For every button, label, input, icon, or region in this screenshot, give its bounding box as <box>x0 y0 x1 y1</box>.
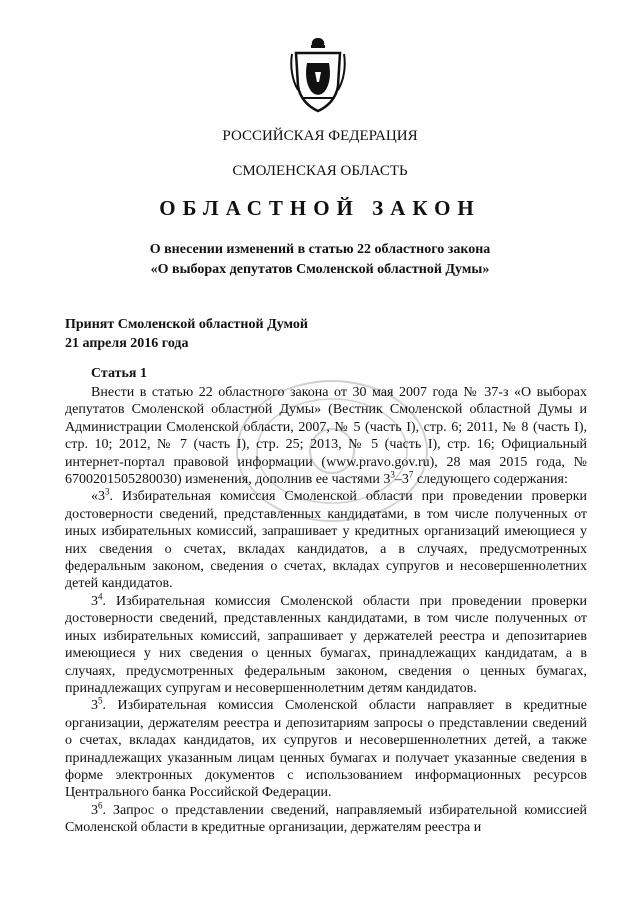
law-title-line-1: О внесении изменений в статью 22 областного закона <box>149 242 491 257</box>
coat-of-arms-icon <box>289 36 347 114</box>
part-3-6: $3^6$. Запрос о представлении сведений, направляемый избирательной комиссией Смоленской области в кредитные организации, держателям реестра и <box>65 800 587 836</box>
document-type: ОБЛАСТНОЙ ЗАКОН <box>159 196 481 220</box>
adoption-body: Принят Смоленской областной Думой <box>65 317 308 332</box>
article-body <box>65 384 587 837</box>
country-name: РОССИЙСКАЯ ФЕДЕРАЦИЯ <box>222 128 418 144</box>
part-3-5: $3^5$. Избирательная комиссия Смоленской области направляет в кредитные организации, держателям реестра и депозитариям запросы о представлении сведений о счетах, вкладах кандидатов, их супругов и несовершеннолетних детей, а также принадлежащих указанным лицам ценных бумагах и получает указанные сведения в форме электронных документов с использованием информационных ресурсов Центрального банка Российской Федерации. <box>65 695 587 801</box>
part-3-3: «$3^3$. Избирательная комиссия Смоленской области при проведении проверки достоверности сведений, представленных кандидатами, в том числе полученных от иных избирательных комиссий, запрашивает у кредитных организаций имеющиеся у них сведения о счетах, вкладах кандидатов, а в случаях, предусмотренных федеральным законом, сведения о счетах, вкладах супругов и несовершеннолетних детей кандидатов. <box>65 486 588 592</box>
intro-text-a: Внести в статью 22 областного закона от 30 мая 2007 года № 37-з «О выборах депутатов Смоленской областной Думы» (Вестник Смоленской областной Думы и Администрации Смоленской области, 2007, № 5 (часть I), стр. 6; 2011, № 8 (часть I), стр. 10; 2012, № 7 (часть I), стр. 25; 2013, № 5 (часть I), стр. 16; Официальный интернет-портал правовой информации (www.pravo.gov.ru), 28 мая 2015 года, № 6700201505280030) изменения, дополнив ее частями <box>65 385 587 488</box>
adoption-date: 21 апреля 2016 года <box>65 336 189 351</box>
article-heading: Статья 1 <box>91 366 147 381</box>
part-3-4: $3^4$. Избирательная комиссия Смоленской области при проведении проверки достоверности сведений, представленных кандидатами, в том числе полученных от иных избирательных комиссий, запрашивает у держателей реестра и депозитариев имеющиеся у них сведения о ценных бумагах, принадлежащих кандидатам, а в случаях, предусмотренных федеральным законом, сведения о ценных бумагах, принадлежащих супругам и несовершеннолетним детям кандидатов. <box>65 591 588 696</box>
article-intro: Внести в статью 22 областного закона от 30 мая 2007 года № 37-з «О выборах депутатов Смоленской областной Думы» (Вестник Смоленской областной Думы и Администрации Смоленской области, 2007, № 5 (часть I), стр. 6; 2011, № 8 (часть I), стр. 10; 2012, № 7 (часть I), стр. 25; 2013, № 5 (часть I), стр. 16; Официальный интернет-портал правовой информации (www.pravo.gov.ru), 28 мая 2015 года, № 6700201505280030) изменения, дополнив ее частями $3^3-3^7$ следующего содержания: <box>65 385 587 488</box>
region-name: СМОЛЕНСКАЯ ОБЛАСТЬ <box>232 163 408 179</box>
intro-text-b: следующего содержания: <box>413 472 568 488</box>
adoption-info <box>65 315 308 353</box>
law-title-line-2: «О выборах депутатов Смоленской областной Думы» <box>150 262 490 277</box>
